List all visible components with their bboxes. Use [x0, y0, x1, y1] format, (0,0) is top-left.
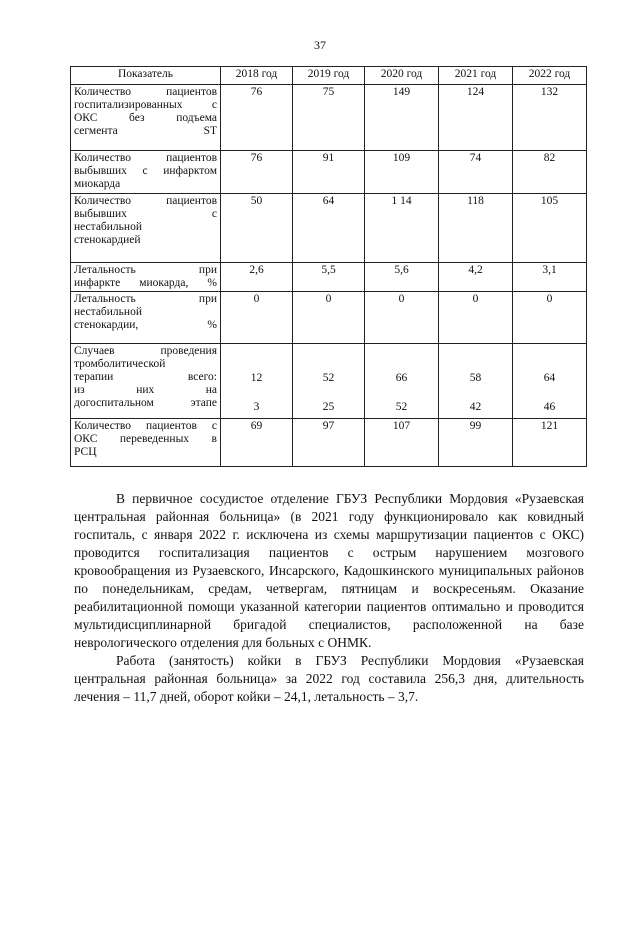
row-label-line: нестабильной: [74, 306, 142, 318]
row-label-line: стенокардии, %: [74, 319, 217, 331]
cell-value: 107: [365, 419, 439, 467]
row-label-line: тромболитической: [74, 358, 166, 370]
cell-value: 76: [221, 151, 293, 194]
cell-value: 75: [293, 85, 365, 151]
cell-value-prehospital: 25: [322, 401, 335, 413]
col-header-2021: 2021 год: [439, 67, 513, 85]
cell-value-prehospital: 42: [469, 401, 482, 413]
row-label-line: РСЦ: [74, 446, 97, 458]
cell-value: 74: [439, 151, 513, 194]
row-label-line: Летальность при: [74, 293, 217, 305]
row-label-line: выбывших с инфарктом: [74, 165, 217, 177]
cell-value: 124: [439, 85, 513, 151]
row-label: [71, 194, 221, 263]
cell-value: 2,6: [221, 263, 293, 292]
cell-value-prehospital: 3: [253, 401, 260, 413]
cell-value-total: 58: [469, 372, 482, 384]
cell-value-prehospital: 46: [543, 401, 556, 413]
cell-value: [365, 344, 439, 419]
row-label: [71, 263, 221, 292]
cell-value: [221, 344, 293, 419]
row-label-line: выбывших с: [74, 208, 217, 220]
table-header-row: [71, 67, 587, 85]
row-label: [71, 292, 221, 344]
row-label-line: Количество пациентов: [74, 195, 217, 207]
row-label: [71, 151, 221, 194]
cell-value: 0: [439, 292, 513, 344]
row-label-line: стенокардией: [74, 234, 141, 246]
cell-value-prehospital: 52: [395, 401, 408, 413]
cell-value: 109: [365, 151, 439, 194]
cell-value: 105: [513, 194, 587, 263]
row-label-line: Количество пациентов: [74, 152, 217, 164]
row-label: [71, 85, 221, 151]
cell-value: 5,5: [293, 263, 365, 292]
table-row: [71, 85, 587, 151]
cell-value: 50: [221, 194, 293, 263]
row-label-line: инфаркте миокарда, %: [74, 277, 217, 289]
cell-value: 0: [293, 292, 365, 344]
page-number: 37: [314, 38, 326, 52]
indicators-table: [70, 66, 587, 467]
cell-value: 0: [513, 292, 587, 344]
row-label-line: Летальность при: [74, 264, 217, 276]
row-label-line: из них на: [74, 384, 217, 396]
row-label-line: терапии всего:: [74, 371, 217, 383]
table-row: [71, 194, 587, 263]
table-row: [71, 419, 587, 467]
cell-value: 91: [293, 151, 365, 194]
body-text: [74, 490, 584, 706]
cell-value: 76: [221, 85, 293, 151]
cell-value: 5,6: [365, 263, 439, 292]
table-row: [71, 292, 587, 344]
row-label-line: нестабильной: [74, 221, 142, 233]
cell-value-total: 64: [543, 372, 556, 384]
table-row: [71, 151, 587, 194]
row-label: [71, 419, 221, 467]
row-label: [71, 344, 221, 419]
table-row: [71, 263, 587, 292]
cell-value: 0: [365, 292, 439, 344]
cell-value: [293, 344, 365, 419]
cell-value: 64: [293, 194, 365, 263]
row-label-line: ОКС без подъема: [74, 112, 217, 124]
row-label-line: Количество пациентов: [74, 86, 217, 98]
cell-value: 149: [365, 85, 439, 151]
cell-value: 3,1: [513, 263, 587, 292]
paragraph: В первичное сосудистое отделение ГБУЗ Республики Мордовия «Рузаевская центральная районная больница» (в 2021 году функционировало как ковидный госпиталь, с января 2022 г. исключена из схемы маршрутизации пациентов с ОКС) проводится госпитализация пациентов с острым нарушением мозгового кровообращения из Рузаевского, Инсарского, Кадошкинского муниципальных районов по понедельникам, средам, четвергам, пятницам и воскресеньям. Оказание реабилитационной помощи указанной категории пациентов оптимально и проводится мультидисциплинарной бригадой специалистов, расположенной на базе неврологического отделения для больных с ОНМК.: [74, 491, 584, 650]
cell-value: [513, 344, 587, 419]
cell-value-total: 66: [395, 372, 408, 384]
cell-value: 118: [439, 194, 513, 263]
cell-value: [439, 344, 513, 419]
row-label-line: Случаев проведения: [74, 345, 217, 357]
row-label-line: догоспитальном этапе: [74, 397, 217, 409]
col-header-2018: 2018 год: [221, 67, 293, 85]
col-header-indicator: Показатель: [71, 67, 221, 85]
row-label-line: госпитализированных с: [74, 99, 217, 111]
row-label-line: Количество пациентов с: [74, 420, 217, 432]
col-header-2020: 2020 год: [365, 67, 439, 85]
cell-value: 4,2: [439, 263, 513, 292]
cell-value: 82: [513, 151, 587, 194]
row-label-line: ОКС переведенных в: [74, 433, 217, 445]
cell-value: 97: [293, 419, 365, 467]
col-header-2019: 2019 год: [293, 67, 365, 85]
cell-value: 121: [513, 419, 587, 467]
paragraph: Работа (занятость) койки в ГБУЗ Республики Мордовия «Рузаевская центральная районная больница» за 2022 год составила 256,3 дня, длительность лечения – 11,7 дней, оборот койки – 24,1, летальность – 3,7.: [74, 653, 584, 704]
col-header-2022: 2022 год: [513, 67, 587, 85]
cell-value: 1 14: [365, 194, 439, 263]
cell-value-total: 12: [250, 372, 263, 384]
row-label-line: сегмента ST: [74, 125, 217, 137]
cell-value: 99: [439, 419, 513, 467]
cell-value: 0: [221, 292, 293, 344]
row-label-line: миокарда: [74, 178, 121, 190]
cell-value-total: 52: [322, 372, 335, 384]
cell-value: 69: [221, 419, 293, 467]
table-row: [71, 344, 587, 419]
cell-value: 132: [513, 85, 587, 151]
